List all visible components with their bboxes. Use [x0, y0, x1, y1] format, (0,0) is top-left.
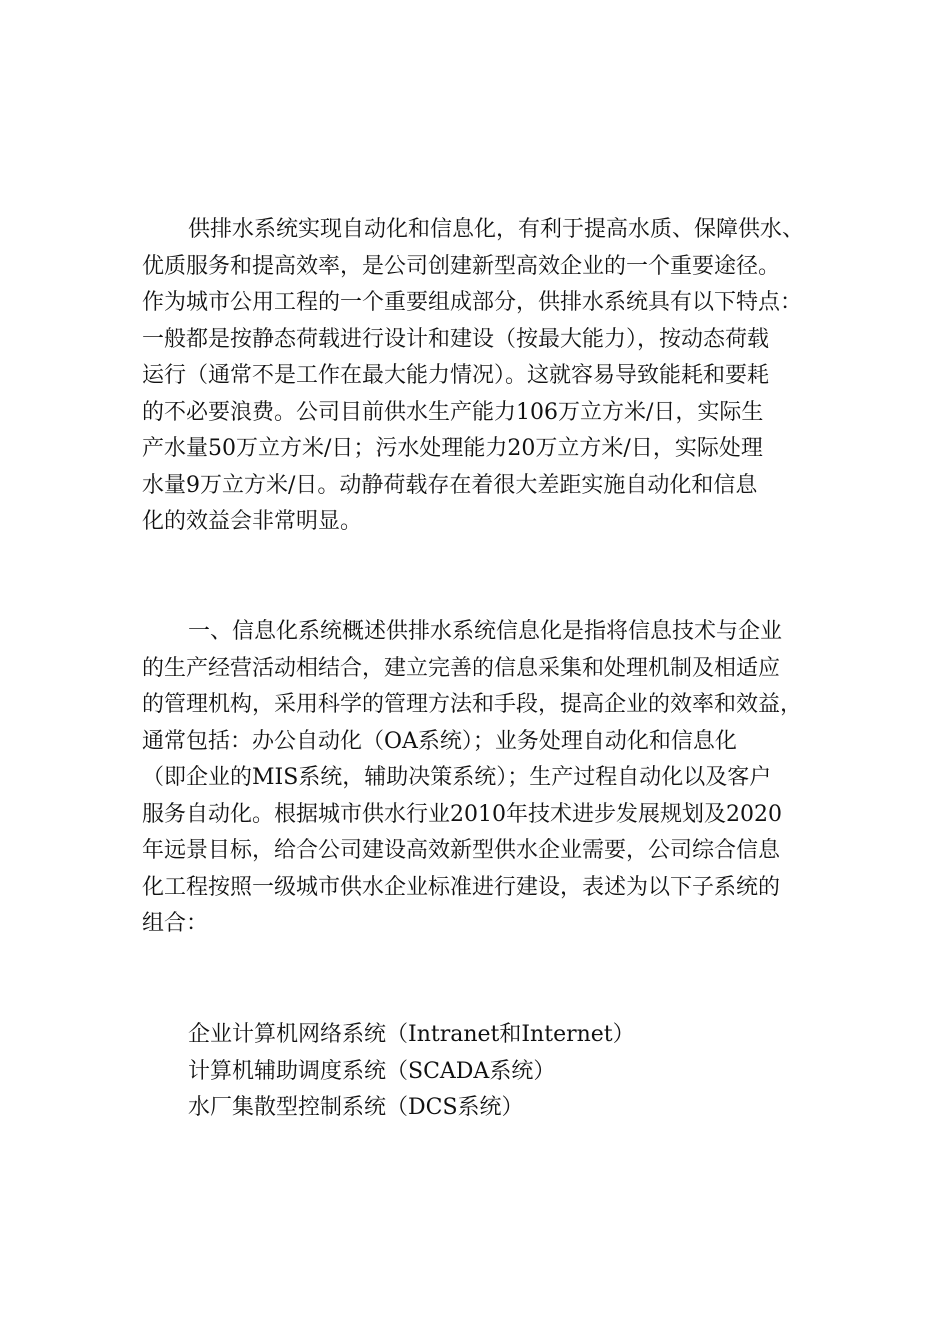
overview-line-7: 年远景目标，给合公司建设高效新型供水企业需要，公司综合信息 [142, 838, 781, 863]
intro-line-4: 一般都是按静态荷载进行设计和建设（按最大能力），按动态荷载 [142, 326, 770, 352]
overview-line-2: 的生产经营活动相结合，建立完善的信息采集和处理机制及相适应 [142, 655, 781, 681]
intro-line-7: 产水量50万立方米/日；污水处理能力20万立方米/日，实际处理 [142, 436, 763, 461]
overview-line-8: 化工程按照一级城市供水企业标准进行建设，表述为以下子系统的 [142, 874, 781, 900]
overview-line-6: 服务自动化。根据城市供水行业2010年技术进步发展规划及2020 [142, 801, 782, 827]
intro-line-3: 作为城市公用工程的一个重要组成部分，供排水系统具有以下特点： [142, 290, 803, 315]
overview-line-1: 一、信息化系统概述供排水系统信息化是指将信息技术与企业 [188, 619, 783, 644]
overview-line-5: （即企业的MIS系统，辅助决策系统）；生产过程自动化以及客户 [142, 765, 772, 790]
overview-paragraph [142, 614, 842, 943]
overview-line-3: 的管理机构，采用科学的管理方法和手段，提高企业的效率和效益， [142, 692, 803, 717]
intro-line-2: 优质服务和提高效率，是公司创建新型高效企业的一个重要途径。 [142, 253, 781, 279]
intro-paragraph [142, 212, 842, 541]
overview-line-9: 组合： [142, 911, 209, 936]
intro-line-9: 化的效益会非常明显。 [142, 509, 363, 534]
intro-line-5: 运行（通常不是工作在最大能力情况）。这就容易导致能耗和要耗 [142, 363, 770, 388]
overview-line-4: 通常包括：办公自动化（OA系统）；业务处理自动化和信息化 [142, 728, 737, 754]
intro-line-1: 供排水系统实现自动化和信息化，有利于提高水质、保障供水、 [188, 217, 805, 242]
subsystem-item-dcs: 水厂集散型控制系统（DCS系统） [188, 1095, 524, 1120]
intro-line-6: 的不必要浪费。公司目前供水生产能力106万立方米/日，实际生 [142, 399, 764, 425]
subsystem-item-network: 企业计算机网络系统（Intranet和Internet） [188, 1022, 635, 1047]
subsystem-item-scada: 计算机辅助调度系统（SCADA系统） [188, 1058, 556, 1084]
subsystem-list [142, 1017, 842, 1127]
intro-line-8: 水量9万立方米/日。动静荷载存在着很大差距实施自动化和信息 [142, 472, 758, 498]
